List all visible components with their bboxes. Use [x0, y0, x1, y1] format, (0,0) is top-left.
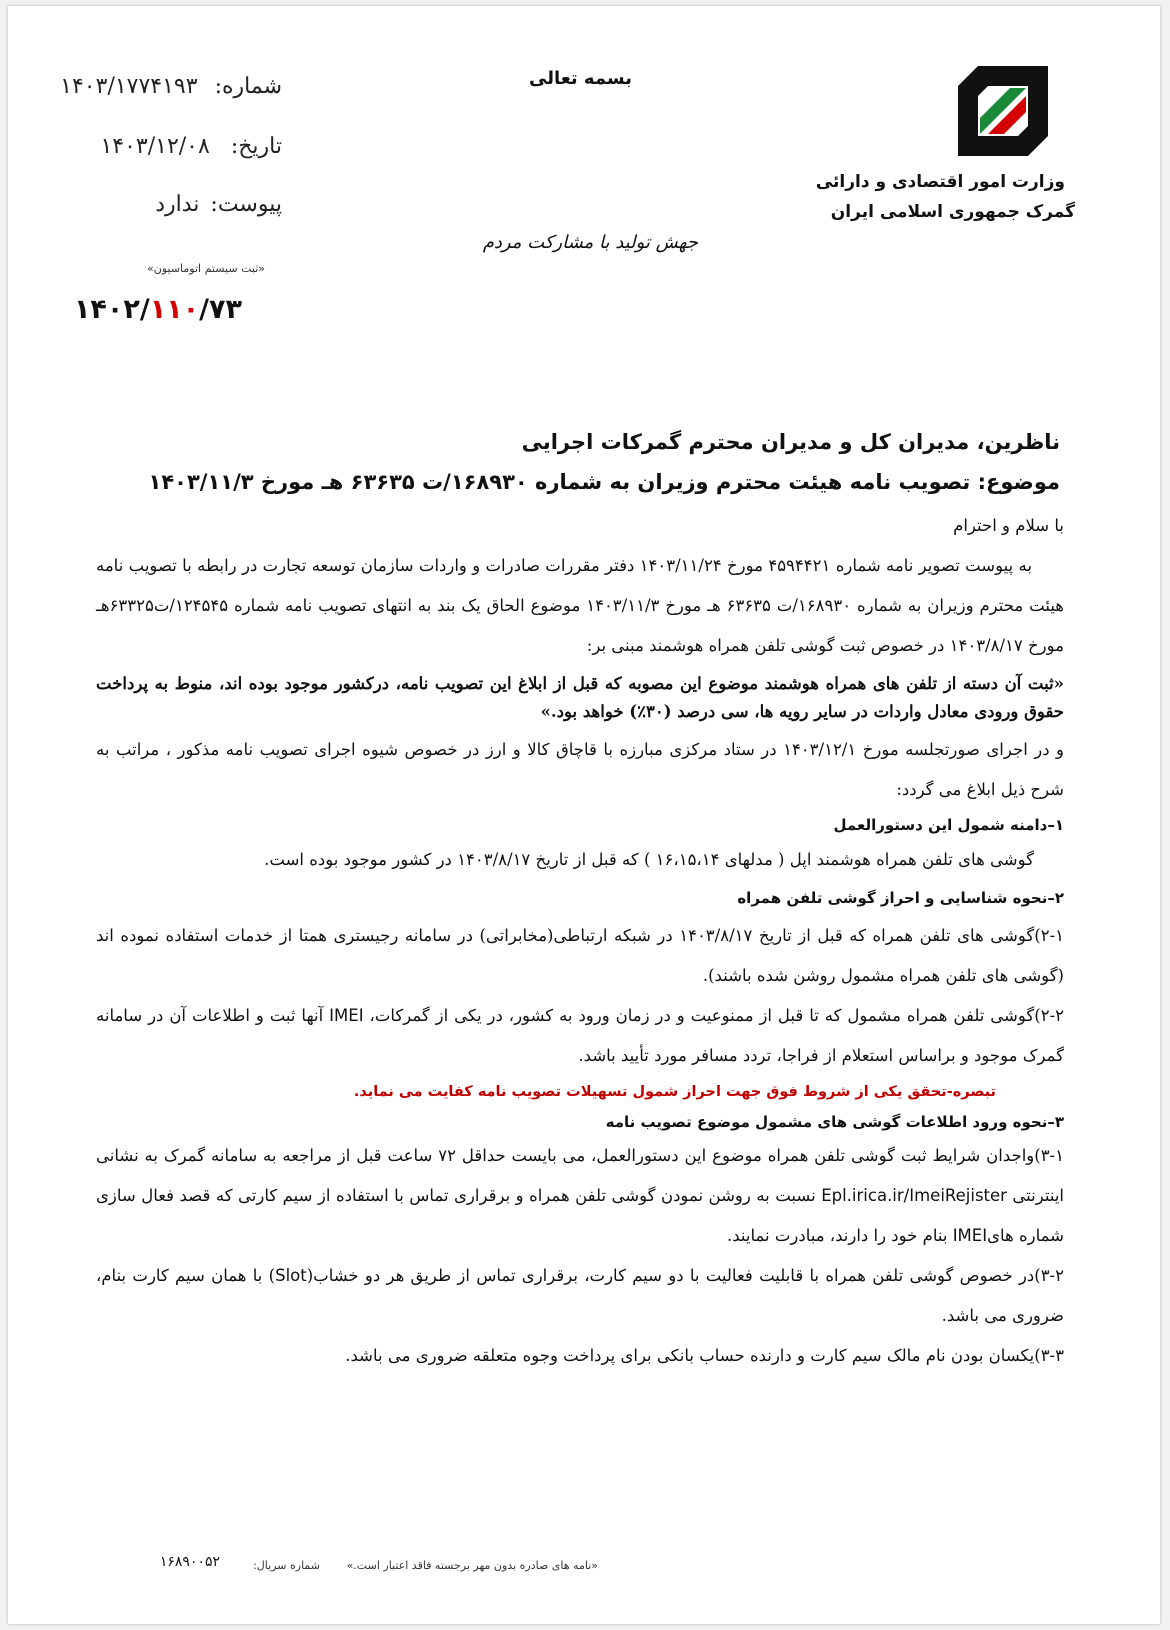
date-value: ۱۴۰۳/۱۲/۰۸ — [100, 134, 210, 159]
quoted-resolution: «ثبت آن دسته از تلفن های همراه هوشمند موضوع این مصوبه که قبل از ابلاغ این تصویب نامه، درکشور موجود بوده اند، منوط به پرداخت حقوق ورودی معادل واردات در سایر رویه ها، سی درصد (۳۰٪) خواهد بود.» — [96, 674, 1064, 721]
stamp-note: «نامه های صادره بدون مهر برجسته فاقد اعتبار است.» — [346, 1559, 598, 1572]
ref-part-2: ۱۱۰ — [149, 294, 200, 325]
number-value: ۱۴۰۳/۱۷۷۴۱۹۳ — [60, 74, 198, 99]
addressee: ناظرین، مدیران کل و مدیران محترم گمرکات اجرایی — [521, 430, 1060, 454]
greeting: با سلام و احترام — [953, 516, 1064, 535]
section-3-title: ۳–نحوه ورود اطلاعات گوشی های مشمول موضوع تصویب نامه — [605, 1113, 1064, 1131]
note-clause: تبصره-تحقق یکی از شروط فوق جهت احراز شمول تسهیلات تصویب نامه کفایت می نماید. — [353, 1084, 996, 1100]
paragraph-intro: به پیوست تصویر نامه شماره ۴۵۹۴۴۲۱ مورخ ۱۴۰۳/۱۱/۲۴ دفتر مقررات صادرات و واردات سازمان توسعه تجارت در رابطه با تصویب نامه هیئت محترم وزیران به شماره ۱۶۸۹۳۰/ت ۶۳۶۳۵ هـ مورخ ۱۴۰۳/۱۱/۳ موضوع الحاق یک بند به انتهای تصویب نامه شماره ۱۲۴۵۴۵/ت۶۳۳۲۵هـ مورخ ۱۴۰۳/۸/۱۷ در خصوص ثبت گوشی تلفن همراه هوشمند مبنی بر: — [96, 556, 1065, 655]
date-field — [100, 134, 282, 159]
imei-term: IMEI — [952, 1226, 988, 1245]
section-2-2-part-a: ۲-۲)گوشی تلفن همراه مشمول که تا قبل از ممنوعیت و در زمان ورود به کشور، در یکی از گمرکات، — [363, 1006, 1065, 1025]
section-3-1-part-b: نسبت به روشن نمودن گوشی تلفن همراه و برقراری تماس با استفاده از سیم کارتی که قصد فعال سازی شماره های — [96, 1186, 1064, 1245]
attachment-label: پیوست: — [210, 192, 282, 217]
letter-page — [8, 6, 1160, 1624]
section-2-2 — [96, 996, 1064, 1076]
section-3-1-part-a: ۳-۱)واجدان شرایط ثبت گوشی تلفن همراه موضوع این دستورالعمل، می بایست حداقل ۷۲ ساعت قبل از مراجعه به سامانه گمرک به نشانی اینترنتی — [96, 1146, 1064, 1205]
imei-term: IMEI — [329, 1006, 364, 1025]
section-3-3: ۳-۳)یکسان بودن نام مالک سیم کارت و دارنده حساب بانکی برای پرداخت وجوه متعلقه ضروری می باشد. — [345, 1346, 1064, 1365]
section-1-title: ۱–دامنه شمول این دستورالعمل — [833, 816, 1064, 834]
section-3-2-part-b: ) با همان سیم کارت بنام، ضروری می باشد. — [96, 1266, 1064, 1325]
section-3-1 — [96, 1136, 1064, 1256]
section-3-2-part-a: ۳-۲)در خصوص گوشی تلفن همراه با قابلیت فعالیت با دو سیم کارت، برقراری تماس از طریق هر دو خشاب( — [306, 1266, 1064, 1285]
attachment-value: ندارد — [155, 192, 200, 217]
section-3-1-part-c: بنام خود را دارند، مبادرت نمایند. — [726, 1226, 953, 1245]
subject: موضوع: تصویب نامه هیئت محترم وزیران به شماره ۱۶۸۹۳۰/ت ۶۳۶۳۵ هـ مورخ ۱۴۰۳/۱۱/۳ — [148, 470, 1060, 494]
slogan: جهش تولید با مشارکت مردم — [482, 232, 698, 253]
ref-part-3: /۷۳ — [199, 294, 242, 325]
section-2-title: ۲–نحوه شناسایی و احراز گوشی تلفن همراه — [737, 889, 1064, 907]
section-2-2-part-b: آنها ثبت و اطلاعات آن در سامانه گمرک موجود و براساس استعلام از فراجا، تردد مسافر مورد تأیید باشد. — [96, 1006, 1064, 1065]
automation-note: «ثبت سیستم اتوماسیون» — [147, 262, 265, 275]
customs-logo-icon — [948, 56, 1058, 166]
section-2-1: ۲-۱)گوشی های تلفن همراه که قبل از تاریخ ۱۴۰۳/۸/۱۷ در شبکه ارتباطی(مخابراتی) در سامانه رجیستری همتا از خدمات استفاده نموده اند (گوشی های تلفن همراه مشمول روشن شده باشند). — [96, 926, 1065, 985]
letter-body — [96, 506, 1064, 1376]
number-label: شماره: — [214, 74, 282, 99]
slot-term: Slot — [275, 1266, 307, 1285]
ref-part-1: ۱۴۰۲/ — [73, 294, 150, 325]
serial-value: ۱۶۸۹۰۰۵۲ — [159, 1554, 220, 1570]
date-label: تاریخ: — [230, 134, 282, 159]
number-field — [60, 74, 282, 99]
serial-label: شماره سریال: — [253, 1559, 320, 1572]
ministry-name: وزارت امور اقتصادی و دارائی — [815, 172, 1065, 192]
paragraph-execution: و در اجرای صورتجلسه مورخ ۱۴۰۳/۱۲/۱ در ستاد مرکزی مبارزه با قاچاق کالا و ارز در خصوص شیوه اجرای تصویب نامه مذکور ، مراتب به شرح ذیل ابلاغ می گردد: — [96, 740, 1064, 799]
attachment-field — [155, 192, 282, 217]
section-3-2 — [96, 1256, 1064, 1336]
customs-name: گمرک جمهوری اسلامی ایران — [830, 202, 1075, 222]
reference-number — [74, 294, 242, 325]
section-1-text: گوشی های تلفن همراه هوشمند اپل ( مدلهای ۱۶،۱۵،۱۴ ) که قبل از تاریخ ۱۴۰۳/۸/۱۷ در کشور موجود بوده است. — [264, 850, 1034, 869]
basmala: بسمه تعالی — [529, 68, 632, 89]
portal-url: Epl.irica.ir/ImeiRejister — [821, 1186, 1007, 1205]
